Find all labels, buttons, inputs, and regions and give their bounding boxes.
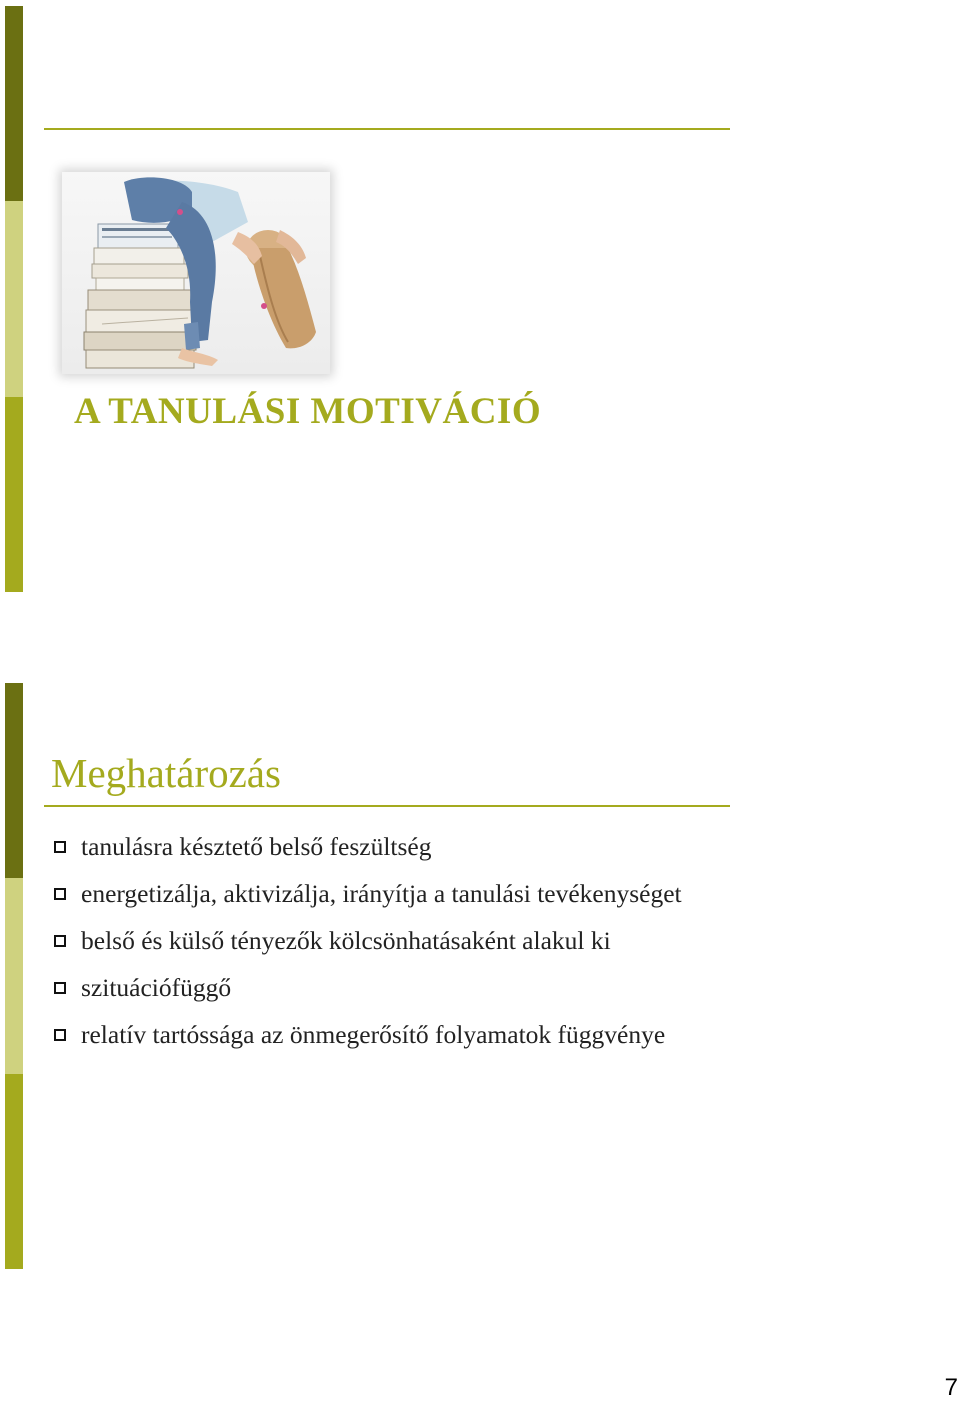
- title-underline: [44, 128, 730, 130]
- slide-title: A TANULÁSI MOTIVÁCIÓ: [74, 391, 542, 432]
- slide-1: [0, 6, 760, 596]
- square-bullet-icon: [54, 888, 66, 900]
- list-item-text: relatív tartóssága az önmegerősítő folyamatok függvénye: [81, 1020, 666, 1049]
- square-bullet-icon: [54, 982, 66, 994]
- girl-on-books-illustration: [62, 172, 330, 374]
- sidebar-segment: [5, 201, 23, 396]
- list-item: [52, 829, 742, 864]
- sidebar-segment: [5, 878, 23, 1073]
- slide-2: [0, 683, 760, 1273]
- list-item-text: belső és külső tényezők kölcsönhatásaként alakul ki: [81, 926, 611, 955]
- square-bullet-icon: [54, 841, 66, 853]
- list-item: [52, 1017, 742, 1052]
- sidebar-segment: [5, 6, 23, 201]
- list-item: [52, 970, 742, 1005]
- square-bullet-icon: [54, 1029, 66, 1041]
- slide-photo: [62, 172, 330, 374]
- page-number: 7: [944, 1374, 958, 1401]
- title-underline: [44, 805, 730, 807]
- slide-sidebar: [5, 683, 23, 1269]
- bullet-list: [52, 829, 742, 1064]
- square-bullet-icon: [54, 935, 66, 947]
- sidebar-segment: [5, 683, 23, 878]
- slide-title: Meghatározás: [51, 750, 281, 796]
- slide-sidebar: [5, 6, 23, 592]
- list-item-text: szituációfüggő: [81, 973, 232, 1002]
- sidebar-segment: [5, 1074, 23, 1269]
- sidebar-segment: [5, 397, 23, 592]
- list-item: [52, 923, 742, 958]
- list-item-text: tanulásra késztető belső feszültség: [81, 832, 432, 861]
- list-item-text: energetizálja, aktivizálja, irányítja a tanulási tevékenységet: [81, 879, 682, 908]
- list-item: [52, 876, 742, 911]
